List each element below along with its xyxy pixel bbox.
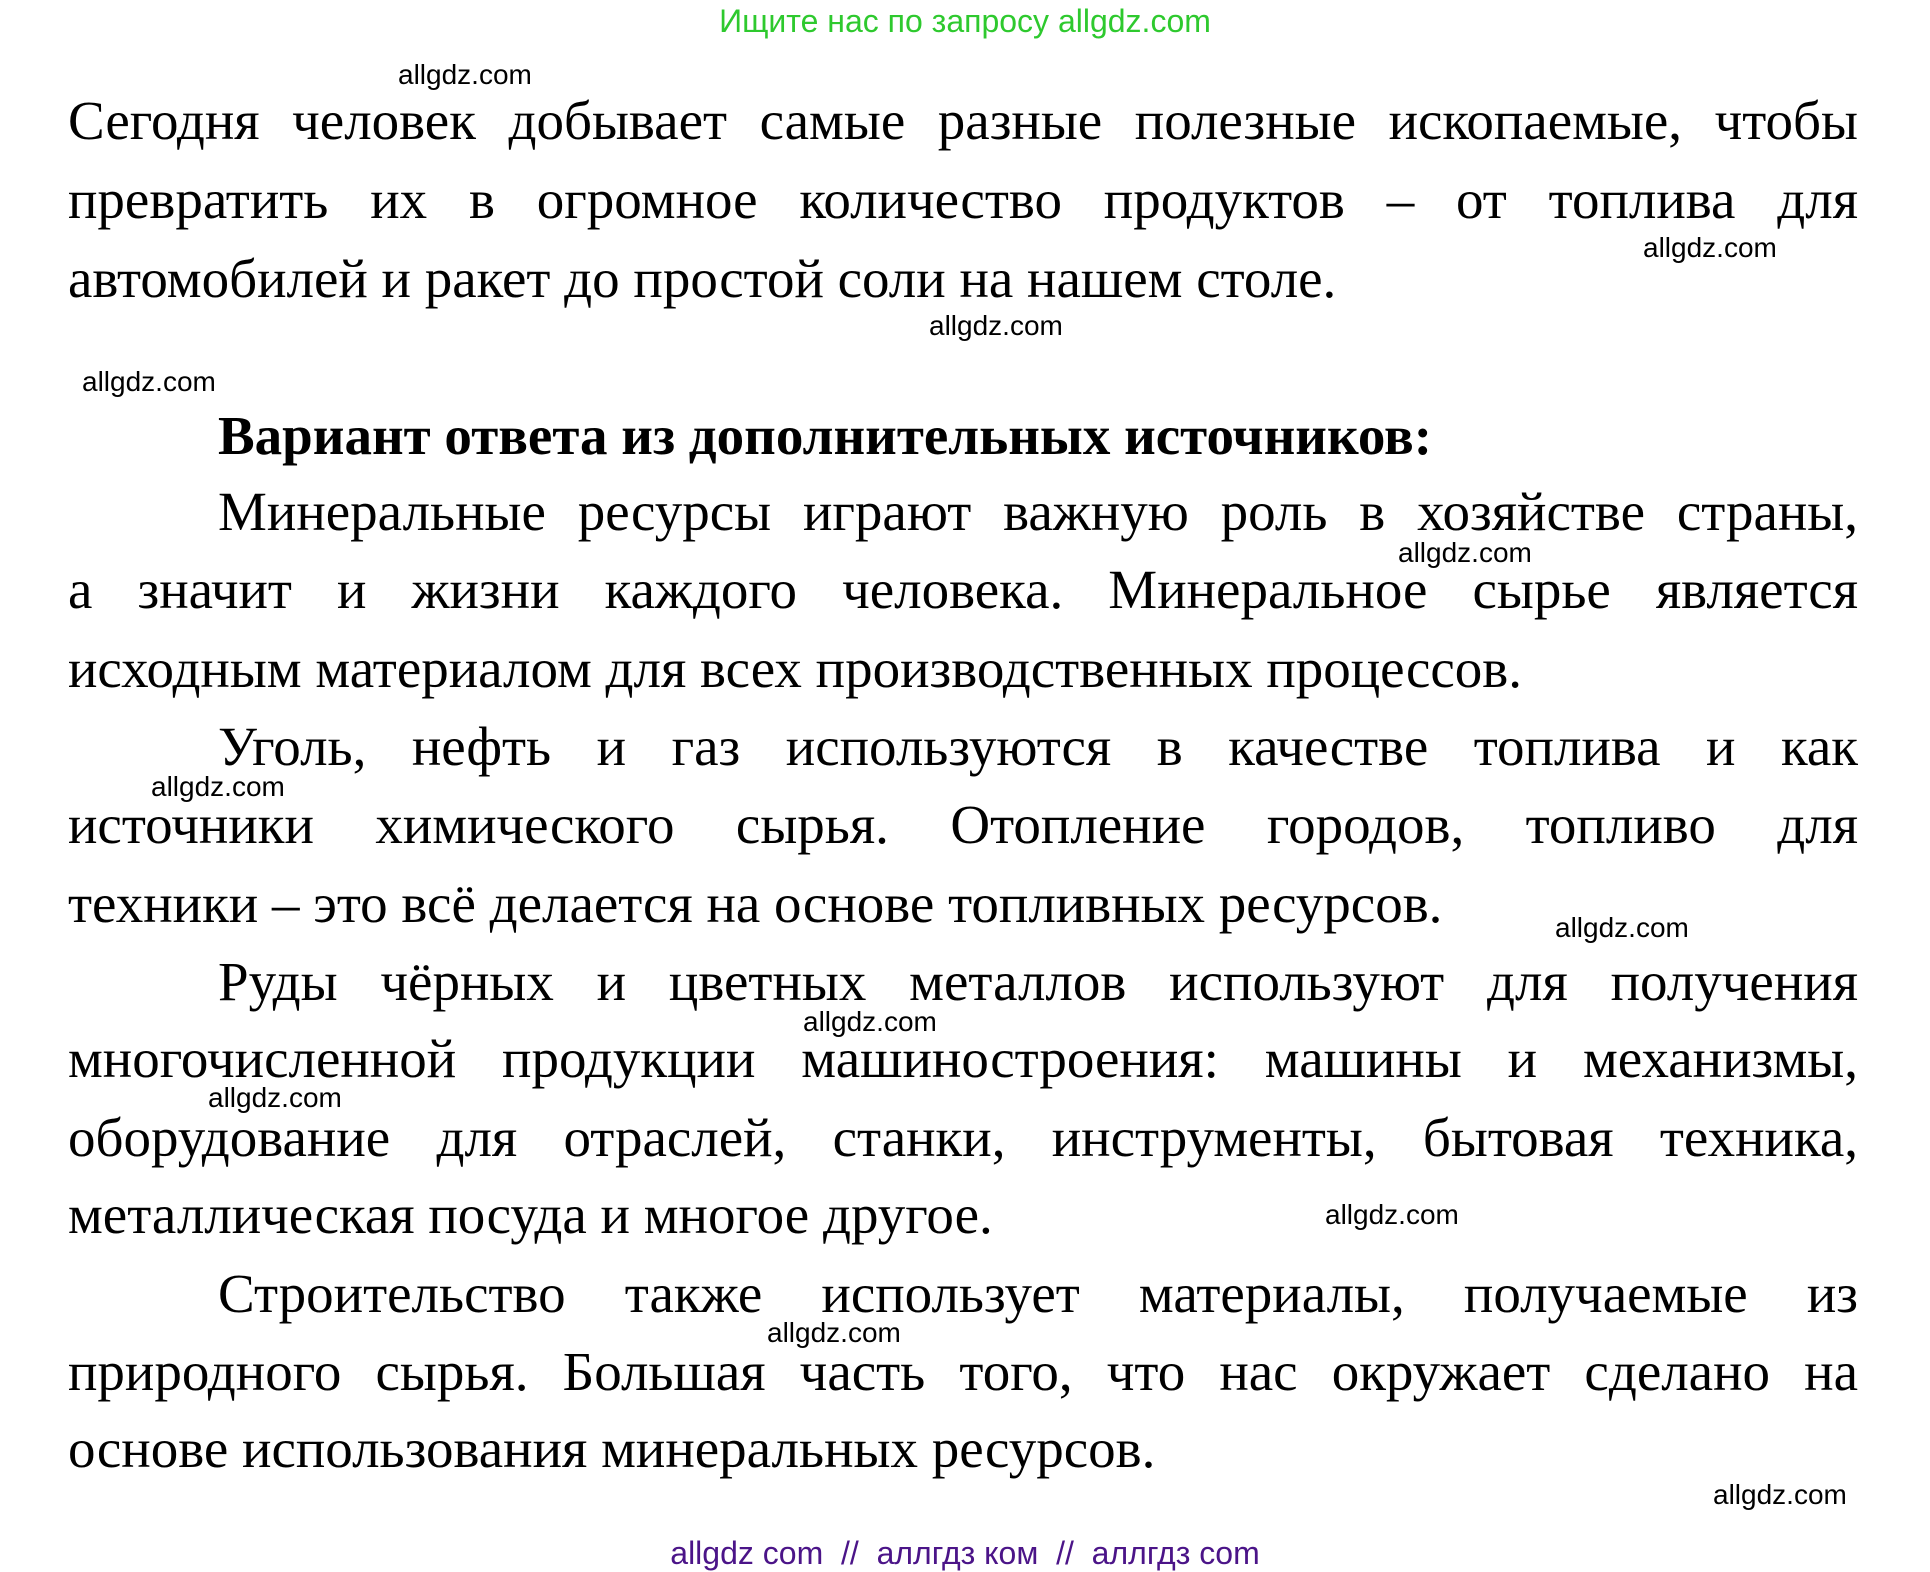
watermark: allgdz.com [803, 1006, 937, 1037]
watermark: allgdz.com [1398, 537, 1532, 568]
paragraph-line: а значит и жизни каждого человека. Минеральное сырье является [68, 559, 1858, 620]
paragraph-line: техники – это всё делается на основе топливных ресурсов. [68, 873, 1443, 934]
paragraph-line: металлическая посуда и многое другое. [68, 1184, 993, 1245]
footer-banner: allgdz com // аллгдз ком // аллгдз com [670, 1535, 1260, 1571]
watermark: allgdz.com [1325, 1199, 1459, 1230]
paragraph-line: Руды чёрных и цветных металлов используют для получения [218, 951, 1858, 1012]
watermark: allgdz.com [1643, 232, 1777, 263]
paragraph-line: исходным материалом для всех производственных процессов. [68, 638, 1523, 699]
watermark: allgdz.com [398, 59, 532, 90]
watermark: allgdz.com [767, 1317, 901, 1348]
watermark: allgdz.com [208, 1082, 342, 1113]
watermark: allgdz.com [151, 771, 285, 802]
search-banner: Ищите нас по запросу allgdz.com [719, 3, 1211, 39]
paragraph-line: источники химического сырья. Отопление городов, топливо для [68, 794, 1858, 855]
section-heading: Вариант ответа из дополнительных источников: [218, 405, 1433, 466]
intro-line: превратить их в огромное количество продуктов – от топлива для [68, 169, 1858, 230]
intro-line: автомобилей и ракет до простой соли на нашем столе. [68, 248, 1337, 309]
paragraph-line: Строительство также использует материалы, получаемые из [218, 1263, 1858, 1324]
watermark: allgdz.com [1713, 1479, 1847, 1510]
paragraph-line: оборудование для отраслей, станки, инструменты, бытовая техника, [68, 1107, 1858, 1168]
paragraph-line: природного сырья. Большая часть того, что нас окружает сделано на [68, 1341, 1858, 1402]
paragraph-line: многочисленной продукции машиностроения: машины и механизмы, [68, 1028, 1858, 1089]
paragraph-line: Минеральные ресурсы играют важную роль в хозяйстве страны, [218, 481, 1858, 542]
watermark: allgdz.com [82, 366, 216, 397]
paragraph-line: основе использования минеральных ресурсов. [68, 1418, 1156, 1479]
watermark: allgdz.com [929, 310, 1063, 341]
paragraph-line: Уголь, нефть и газ используются в качестве топлива и как [218, 716, 1858, 777]
intro-line: Сегодня человек добывает самые разные полезные ископаемые, чтобы [68, 90, 1858, 151]
watermark: allgdz.com [1555, 912, 1689, 943]
